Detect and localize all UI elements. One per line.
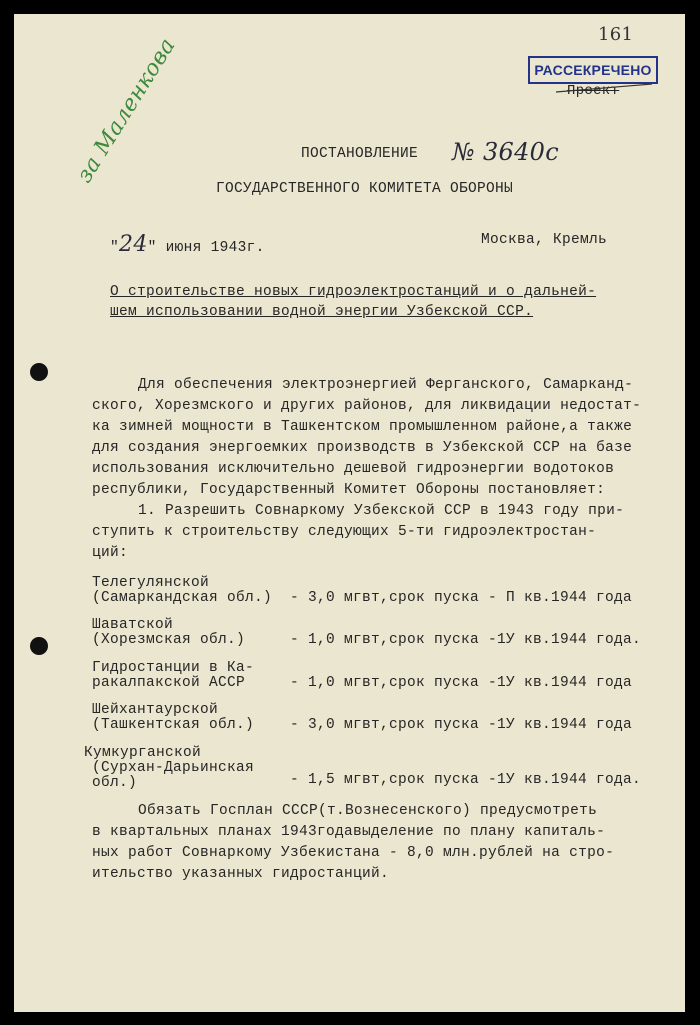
station-spec: - 1,0 мгвт,срок пуска -1У кв.1944 года	[290, 675, 633, 691]
station-region: (Самаркандская обл.)	[92, 590, 273, 606]
place-line: Москва, Кремль	[481, 232, 608, 248]
station-name: Гидростанции в Ка-	[92, 660, 255, 676]
document-page	[14, 14, 685, 1012]
obligation-line: ных работ Совнаркому Узбекистана - 8,0 млн.рублей на стро-	[92, 845, 615, 861]
date-month-year: июня 1943г.	[165, 240, 265, 256]
station-region: (Ташкентская обл.)	[92, 717, 255, 733]
subject-line-1: О строительстве новых гидроэлектростанций и о дальней-	[110, 284, 597, 300]
item1-line: ций:	[92, 545, 129, 561]
station-spec: - 3,0 мгвт,срок пуска - П кв.1944 года	[290, 590, 633, 606]
station-region: (Хорезмская обл.)	[92, 632, 246, 648]
station-region: обл.)	[92, 775, 138, 791]
station-name: Телегулянской	[92, 575, 210, 591]
item1-line: ступить к строительству следующих 5-ти гидроэлектростан-	[92, 524, 597, 540]
station-region: ракалпакской АССР	[92, 675, 246, 691]
punch-hole	[30, 363, 48, 381]
preamble-line: Для обеспечения электроэнергией Ферганского, Самарканд-	[138, 377, 634, 393]
obligation-line: в квартальных планах 1943годавыделение по плану капиталь-	[92, 824, 606, 840]
issuer-line: ГОСУДАРСТВЕННОГО КОМИТЕТА ОБОРОНЫ	[216, 181, 514, 197]
date-day: 24	[119, 232, 148, 257]
strike-line-icon	[554, 78, 654, 98]
date-line	[110, 232, 265, 257]
draft-label: Проект	[567, 83, 620, 99]
preamble-line: ского, Хорезмского и других районов, для ликвидации недостат-	[92, 398, 642, 414]
station-name: Шейхантаурской	[92, 702, 219, 718]
obligation-line: ительство указанных гидростанций.	[92, 866, 390, 882]
item1-line: 1. Разрешить Совнаркому Узбекской ССР в 1943 году при-	[138, 503, 625, 519]
date-quote-close: "	[147, 240, 157, 256]
preamble-line: республики, Государственный Комитет Обороны постановляет:	[92, 482, 606, 498]
station-spec: - 1,0 мгвт,срок пуска -1У кв.1944 года.	[290, 632, 642, 648]
date-quote-open: "	[110, 240, 120, 256]
preamble-line: для создания энергоемких производств в Узбекской ССР на базе	[92, 440, 633, 456]
punch-hole	[30, 637, 48, 655]
resolution-title: ПОСТАНОВЛЕНИЕ	[301, 146, 419, 162]
preamble-line: использования исключительно дешевой гидроэнергии водотоков	[92, 461, 615, 477]
obligation-line: Обязать Госплан СССР(т.Вознесенского) предусмотреть	[138, 803, 598, 819]
station-name: Кумкурганской	[84, 745, 202, 761]
preamble-line: ка зимней мощности в Ташкентском промышленном районе,а также	[92, 419, 633, 435]
station-region: (Сурхан-Дарьинская	[92, 760, 255, 776]
station-name: Шаватской	[92, 617, 174, 633]
station-spec: - 1,5 мгвт,срок пуска -1У кв.1944 года.	[290, 772, 642, 788]
station-spec: - 3,0 мгвт,срок пуска -1У кв.1944 года	[290, 717, 633, 733]
resolution-number: № 3640с	[452, 138, 559, 166]
subject-line-2: шем использовании водной энергии Узбекской ССР.	[110, 304, 534, 320]
declassified-stamp: РАССЕКРЕЧЕНО	[528, 56, 658, 84]
page-number: 161	[598, 24, 634, 45]
margin-note: за Маленкова	[72, 33, 181, 188]
